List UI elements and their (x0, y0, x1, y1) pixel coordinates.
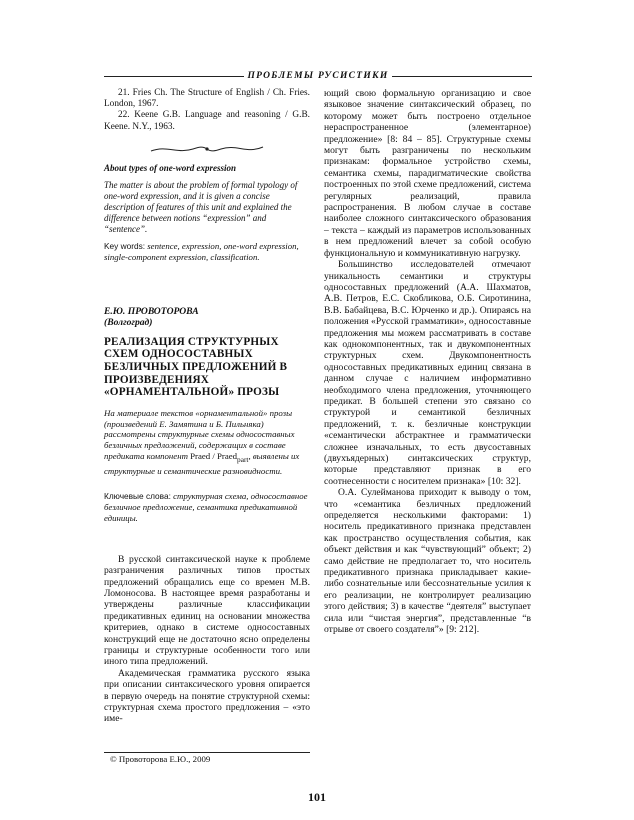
body-paragraph: В русской синтаксической науке к проблеме разграничения различных типов простых предложений обращались еще со времен М.В. Ломоносова. В настоящее время разработаны и утверждены различные классификации предикативных единиц на основании множества критериев, однако в системе односоставных конструкций еще не достаточно ясно определены границы и структурные особенности того или иного типа предложений. (104, 553, 310, 668)
left-column (104, 88, 310, 725)
english-keywords (104, 241, 310, 263)
abstract-part-a: На материале текстов «орнаментальной» прозы (произведений Е. Замятина и Б. Пильняка) рассмотрены структурные схемы односоставных безличных предложений, содержащих в составе предиката компонент (104, 407, 295, 461)
abstract-part-c: , выявлены их структурные и семантические разновидности. (104, 450, 300, 476)
abstract-formula: Praed / Praed (190, 450, 238, 461)
article-keywords-label: Ключевые слова: (104, 491, 171, 502)
header-rule-right (392, 76, 532, 77)
author-name: Е.Ю. ПРОВОТОРОВА (104, 305, 199, 317)
right-column (324, 88, 531, 636)
body-paragraph: Большинство исследователей отмечают уникальность семантики и структуры односоставных предложений (А.А. Шахматов, А.В. Петров, Е.С. Скобликова, О.Б. Сиротинина, В.В. Бабайцева, В.С. Юрченко и др.). Опираясь на положения «Русской грамматики», односоставные предложения мы можем рассматривать в составе как однокомпонентных, так и двукомпонентных структурных схем. Двукомпонентность односоставных предикативных единиц связана в данном случае с наличием информативно необходимого члена предложения, уточняющего предикат. В большей степени это связано со структурой и семантикой безличных предложений, т. к. безличные конструкции «семантически абстрактнее и грамматически сложнее изначальных, то есть двусоставных (двухъядерных) синтаксических структур, которые представляют признак в его соотнесенности с носителем признака» [10: 32]. (324, 259, 531, 487)
body-paragraph: Академическая грамматика русского языка при описании синтаксического уровня опирается в первую очередь на понятие структурной схемы: структурная схема простого предложения – «это име- (104, 667, 310, 725)
article-abstract (104, 408, 310, 477)
english-keywords-text: sentence, expression, one-word expression, single-component expression, classification. (104, 240, 299, 262)
article-title: РЕАЛИЗАЦИЯ СТРУКТУРНЫХ СХЕМ ОДНОСОСТАВНЫХ БЕЗЛИЧНЫХ ПРЕДЛОЖЕНИЙ В ПРОИЗВЕДЕНИЯХ «ОРНАМЕНТАЛЬНОЙ» ПРОЗЫ (104, 335, 288, 399)
english-keywords-label: Key words: (104, 240, 146, 251)
author-city: (Волгоград) (104, 316, 153, 328)
footnote-rule (104, 752, 310, 753)
article-keywords-text: структурная схема, односоставное безличное предложение, семантика предикативной единицы. (104, 491, 308, 523)
running-header-title: ПРОБЛЕМЫ РУСИСТИКИ (247, 71, 389, 81)
reference-item: 22. Keene G.B. Language and reasoning / G.B. Keene. N.Y., 1963. (104, 110, 310, 132)
english-abstract: The matter is about the problem of formal typology of one-word expression, and it is given a concise description of features of this unit and explained the difference between notions “expression” and “sentence”. (104, 179, 298, 234)
reference-item: 21. Fries Ch. The Structure of English / Ch. Fries. London, 1967. (104, 88, 310, 110)
body-left (104, 554, 310, 725)
abstract-formula-sub: part (237, 454, 249, 464)
body-paragraph: ющий свою формальную организацию и свое языковое значение синтаксический образец, по которому может быть построено отдельное нераспространенное (элементарное) предложение» [8: 84 – 85]. Структурные схемы могут быть разграничены по нескольким признакам: формальное устройство схемы, семантика схемы, парадигматические свойства построенных по этой схеме предложений, система регулярных реализаций, правила распространения. В любом случае в составе наиболее сложного синтаксического образования – текста – каждый из параметров использованных в нем предложений влечет за собой особую функциональную и коммуникативную нагрузку. (324, 88, 531, 259)
footnote (104, 752, 310, 765)
reference-list (104, 88, 310, 133)
article-keywords (104, 491, 310, 523)
body-paragraph: О.А. Сулейманова приходит к выводу о том, что «семантика безличных предложений определяется несколькими факторами: 1) носитель предикативного признака представлен как пространство осуществления события, как объект действия и как “чувствующий” объект; 2) само действие не предполагает то, что носитель предикативного признака прикладывает какие-либо сознательные или бессознательные усилия к его реализации, не контролирует реализацию этого действия; 3) в качестве “деятеля” выступает сила или “чистая энергия”, представленные “в отрыве от своего создателя”» [9: 212]. (324, 487, 531, 636)
page-number: 101 (308, 790, 326, 804)
copyright-note: © Провоторова Е.Ю., 2009 (110, 754, 211, 764)
ornament-divider-icon (147, 143, 267, 155)
running-header (104, 71, 532, 81)
english-heading: About types of one-word expression (104, 162, 237, 173)
